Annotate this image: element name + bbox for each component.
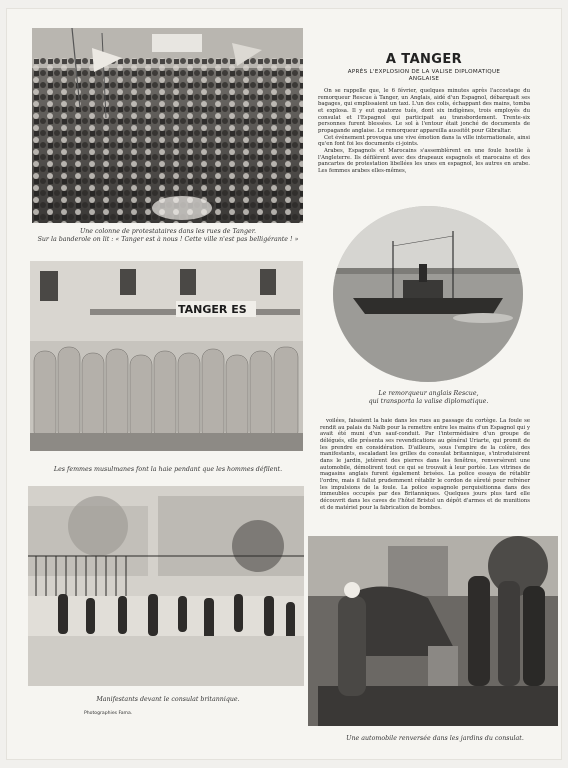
car-photo <box>308 536 558 726</box>
car-caption-text: Une automobile renversée dans les jardins du consulat. <box>346 735 524 742</box>
magazine-page <box>6 8 562 760</box>
protesters-caption <box>28 228 308 244</box>
article-continuation-text <box>320 418 530 511</box>
banner-text: TANGER ES <box>178 303 247 316</box>
article-intro-text <box>318 88 530 175</box>
protesters-caption-line2: Sur la banderole on lit : « Tanger est à nous ! Cette ville n'est pas belligérante ! » <box>37 236 299 243</box>
protesters-photo <box>32 28 303 223</box>
article-continuation: voilées, faisaient la haie dans les rues au passage du cortège. La foule se rendit au palais du Naïb pour la remettre entre les mains d'un Espagnol qui y avait été muni d'un sauf-conduit. Par l'intermédiaire d'un groupe de délégués, elle présenta ses revendications au général Uriarte, qui promit de les prendre en considération. D'ailleurs, sous l'empire de la colère, des manifestants, escaladant les grilles du consulat britannique, s'introduisirent dans le jardin, jetèrent des pierres dans les fenêtres, renversèrent une automobile, démolirent tout ce qui se trouvait à leur portée. Les vitrines de magasins anglais furent également brisées. La police essaya de rétablir l'ordre, mais il fallut prudemment rétablir le cordon de sûreté pour refréner les impulsions de la foule. La police espagnole perquisitionna dans des immeubles occupés par des Britanniques. Quelques jours plus tard elle découvrit dans les caves de l'hôtel Bristol un dépôt d'armes et de munitions et de matériel pour la fabrication de bombes. <box>320 418 530 511</box>
consulate-photo <box>28 486 304 686</box>
article-paragraph-1: On se rappelle que, le 6 février, quelques minutes après l'accostage du remorqueur Rescue à Tanger, un Anglais, aidé d'un Espagnol, débarquait ses bagages, qui emplissaient un taxi. L'un des colis, échappant des mains, tomba et explosa. Il y eut quatorze tués, dont six indigènes, trois employés du consulat et l'Espagnol qui participait au transbordement. Trente-six personnes furent blessées. Le sol à l'entour était jonché de documents de propagande anglaise. Le remorqueur appareilla aussitôt pour Gibraltar. <box>318 88 530 134</box>
article-paragraph-3: Arabes, Espagnols et Marocains s'assemblèrent en une foule hostile à l'Angleterre. Ils défilèrent avec des drapeaux espagnols et marocains et des pancartes de protestation libellées les unes en espagnol, les autres en arabe. Les femmes arabes elles-mêmes, <box>318 147 530 174</box>
tugboat-caption <box>326 390 531 406</box>
women-photo <box>30 261 303 451</box>
article-title: A TANGER <box>385 52 463 67</box>
consulate-caption <box>28 696 308 704</box>
tugboat-photo <box>333 206 523 382</box>
women-caption-text: Les femmes musulmanes font la haie pendant que les hommes défilent. <box>53 466 283 473</box>
protesters-caption-line1: Une colonne de protestataires dans les rues de Tanger. <box>79 228 257 235</box>
article-subtitle <box>320 69 528 83</box>
article-subtitle-line1: APRÈS L'EXPLOSION DE LA VALISE DIPLOMATIQUE <box>347 69 501 75</box>
car-caption <box>310 735 560 743</box>
tugboat-caption-line2: qui transporta la valise diplomatique. <box>368 398 489 405</box>
article-paragraph-2: Cet événement provoqua une vive émotion dans la ville internationale, ainsi qu'en font foi les documents ci-joints. <box>318 134 530 148</box>
women-caption <box>28 466 308 474</box>
article-subtitle-line2: ANGLAISE <box>408 76 440 82</box>
consulate-caption-text: Manifestants devant le consulat britannique. <box>96 696 240 703</box>
photo-credit: Photographies Fama. <box>84 711 133 716</box>
tugboat-caption-line1: Le remorqueur anglais Rescue, <box>378 390 479 397</box>
